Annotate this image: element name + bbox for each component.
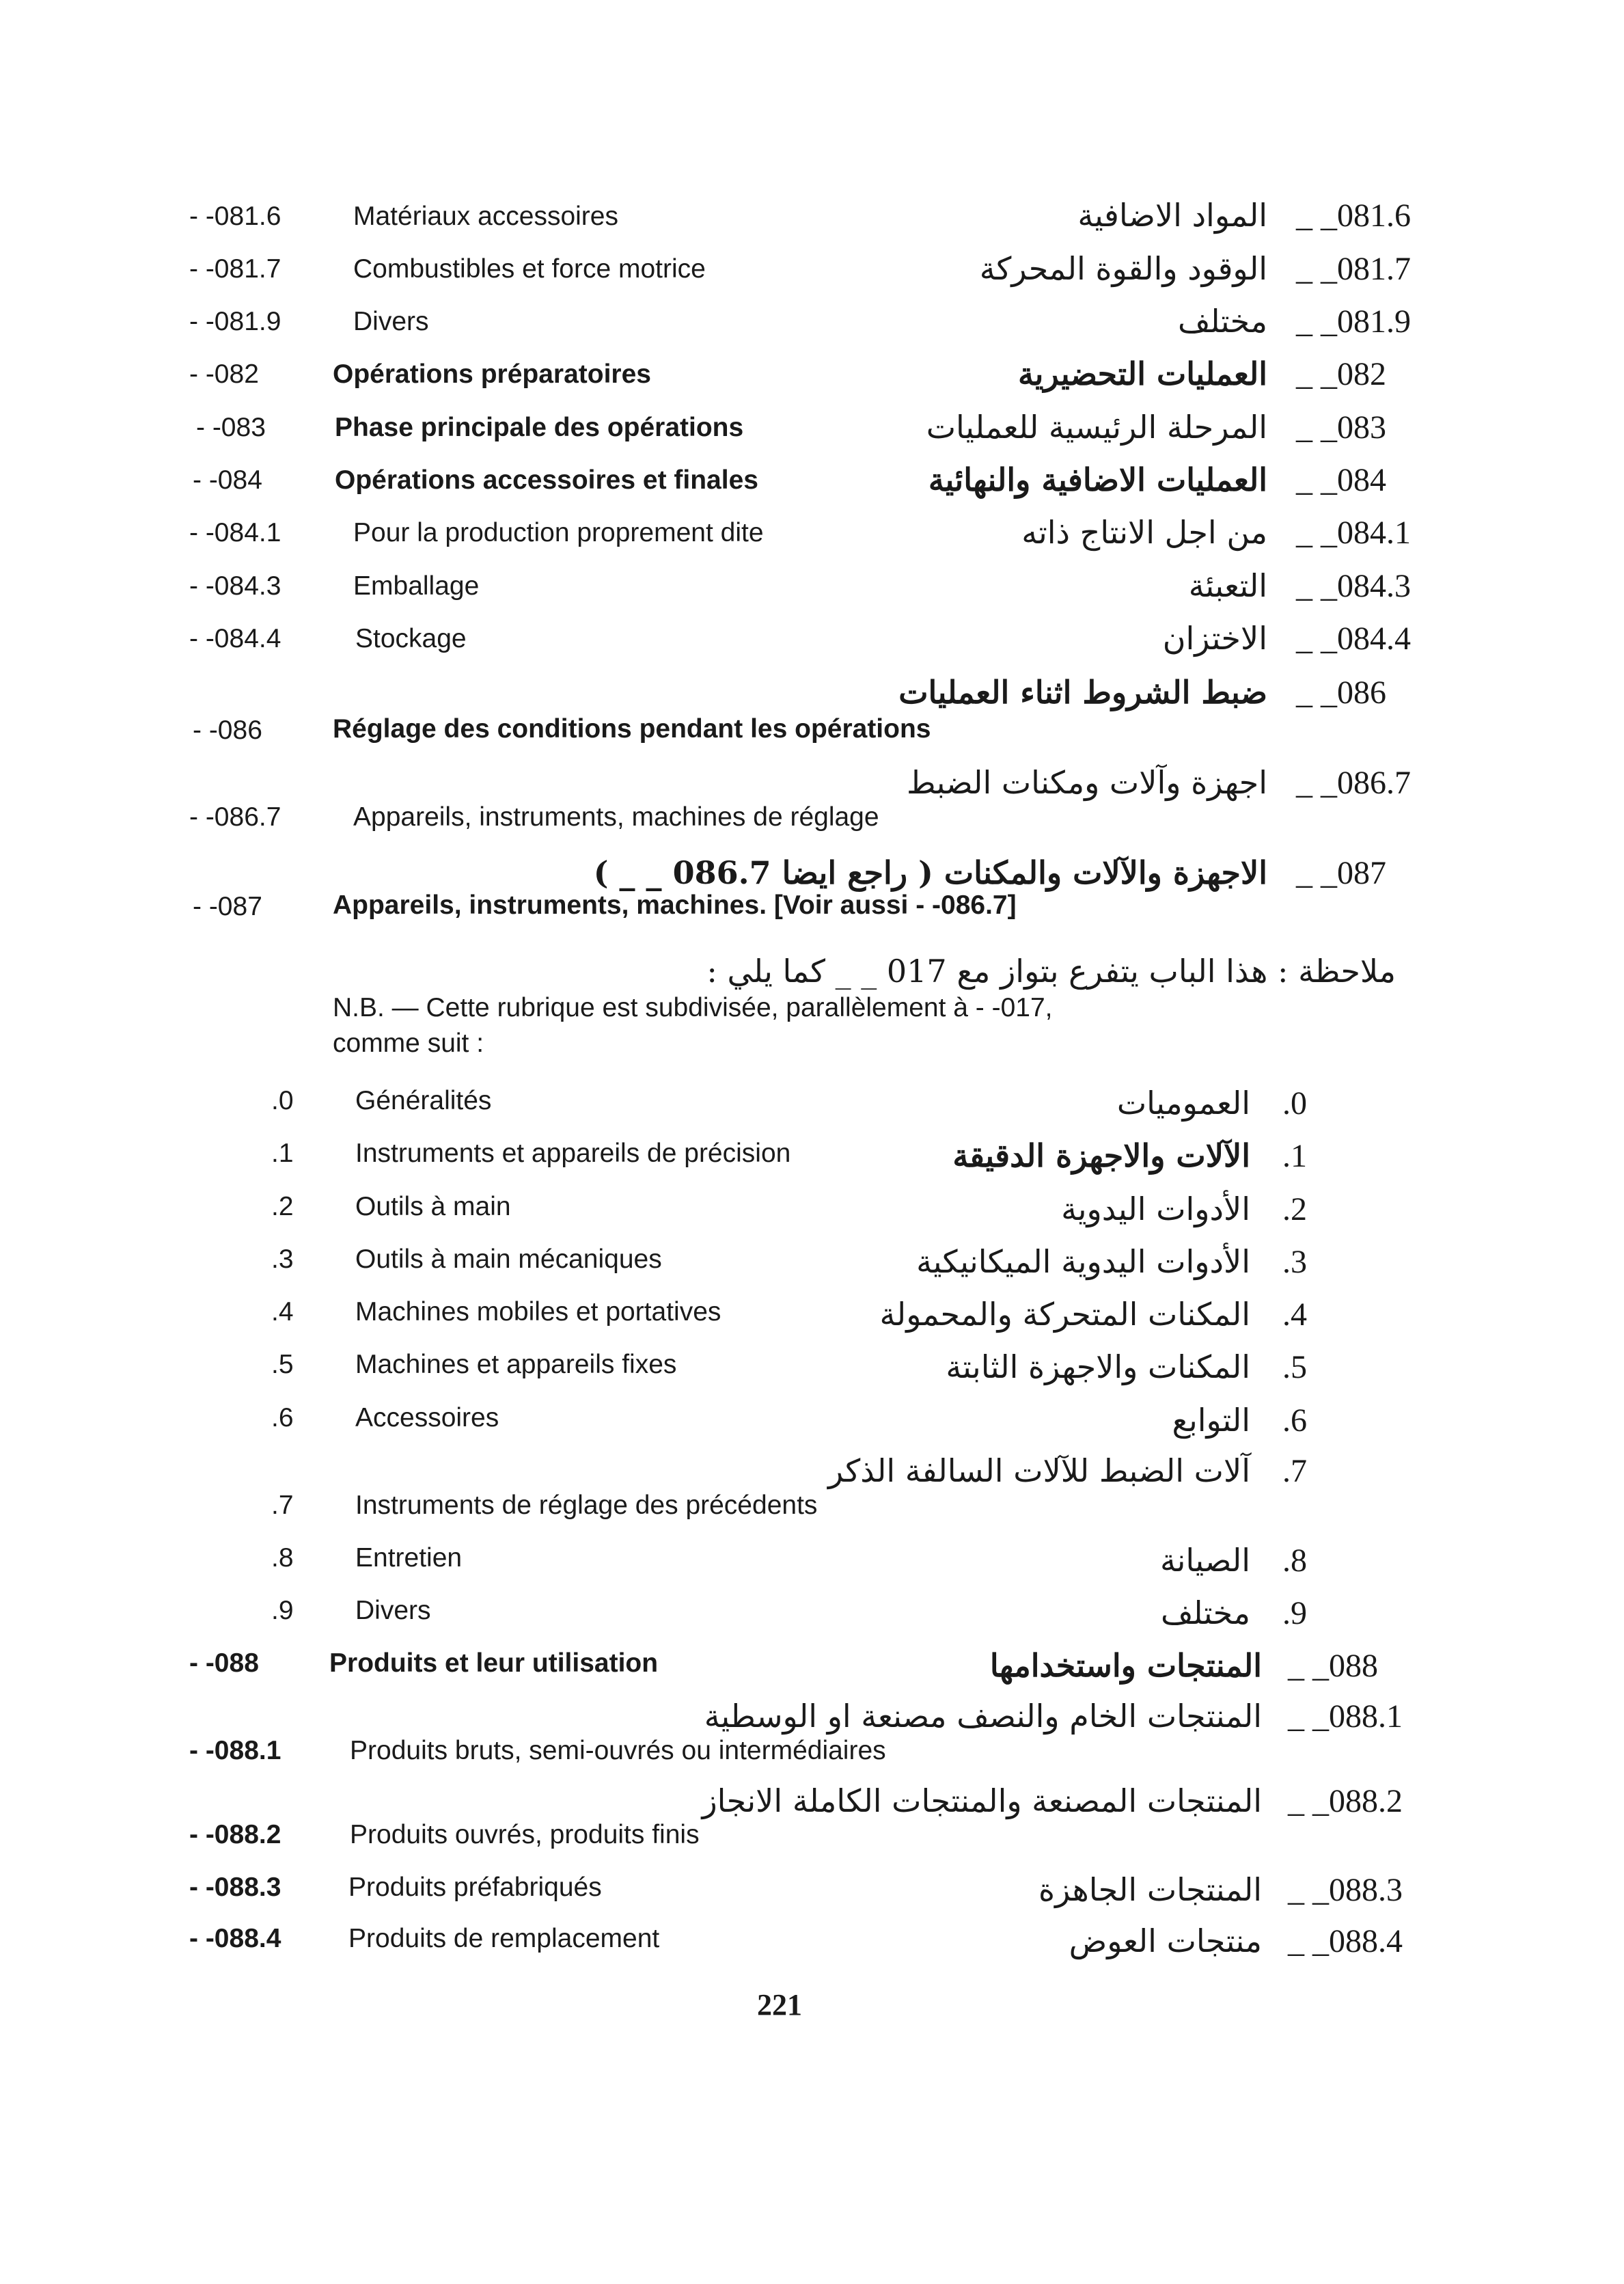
right-code: .6 xyxy=(1282,1402,1307,1439)
left-code: - -081.9 xyxy=(189,307,281,336)
french-label: Opérations préparatoires xyxy=(333,359,651,389)
arabic-label: اجهزة وآلات ومكنات الضبط xyxy=(907,764,1267,801)
arabic-label: آلات الضبط للآلات السالفة الذكر xyxy=(827,1452,1250,1489)
french-label: Pour la production proprement dite xyxy=(353,518,764,547)
french-label: Appareils, instruments, machines de réglage xyxy=(353,802,879,832)
left-code: - -088.1 xyxy=(189,1736,281,1765)
left-code: - -084.3 xyxy=(189,571,281,601)
right-code: .5 xyxy=(1282,1349,1307,1385)
arabic-label: الصيانة xyxy=(1159,1542,1250,1579)
arabic-label: مختلف xyxy=(1160,1594,1250,1631)
right-code: _ _082 xyxy=(1296,356,1386,392)
arabic-label: الاجهزة والآلات والمكنات ( راجع ايضا 086.7 _ _ ) xyxy=(593,854,1267,891)
right-code: _ _088.4 xyxy=(1288,1923,1403,1959)
left-code: - -088 xyxy=(189,1648,259,1678)
french-label: Réglage des conditions pendant les opérations xyxy=(333,714,931,744)
right-code: _ _081.7 xyxy=(1296,251,1411,287)
right-code: .9 xyxy=(1282,1595,1307,1631)
right-code: _ _084.4 xyxy=(1296,621,1411,657)
arabic-label: ضبط الشروط اثناء العمليات xyxy=(898,674,1267,711)
french-note-line1: N.B. — Cette rubrique est subdivisée, parallèlement à - -017, xyxy=(333,993,1053,1022)
left-code: .2 xyxy=(271,1192,294,1221)
right-code: _ _086.7 xyxy=(1296,765,1411,801)
arabic-label: منتجات العوض xyxy=(1069,1922,1262,1959)
left-code: .4 xyxy=(271,1297,294,1327)
left-code: .6 xyxy=(271,1403,294,1432)
left-code: - -084.1 xyxy=(189,518,281,547)
french-label: Machines et appareils fixes xyxy=(355,1350,677,1379)
arabic-label: الاختزان xyxy=(1162,620,1267,657)
arabic-label: الآلات والاجهزة الدقيقة xyxy=(952,1137,1250,1174)
arabic-label: المنتجات واستخدامها xyxy=(989,1647,1262,1684)
right-code: _ _084.1 xyxy=(1296,515,1411,551)
french-label: Instruments de réglage des précédents xyxy=(355,1491,818,1520)
left-code: .1 xyxy=(271,1139,294,1168)
page-number: 221 xyxy=(757,1988,802,2022)
french-label: Généralités xyxy=(355,1086,492,1115)
french-label: Divers xyxy=(355,1596,431,1625)
left-code: .9 xyxy=(271,1596,294,1625)
french-label: Produits ouvrés, produits finis xyxy=(350,1820,700,1849)
french-label: Emballage xyxy=(353,571,480,601)
french-label: Accessoires xyxy=(355,1403,499,1432)
french-label: Machines mobiles et portatives xyxy=(355,1297,721,1327)
left-code: - -088.4 xyxy=(189,1924,281,1953)
left-code: - -083 xyxy=(196,413,266,442)
arabic-label: من اجل الانتاج ذاته xyxy=(1021,514,1267,551)
french-label: Produits bruts, semi-ouvrés ou intermédiaires xyxy=(350,1736,886,1765)
french-label: Divers xyxy=(353,307,429,336)
french-label: Appareils, instruments, machines. [Voir aussi - -086.7] xyxy=(333,891,1017,920)
left-code: .3 xyxy=(271,1245,294,1274)
arabic-label: العمليات الاضافية والنهائية xyxy=(928,461,1267,498)
left-code: .5 xyxy=(271,1350,294,1379)
french-label: Matériaux accessoires xyxy=(353,202,618,231)
right-code: _ _088.3 xyxy=(1288,1872,1403,1908)
left-code: .7 xyxy=(271,1491,294,1520)
right-code: .2 xyxy=(1282,1191,1307,1227)
left-code: - -088.3 xyxy=(189,1873,281,1902)
french-note-line2: comme suit : xyxy=(333,1029,484,1058)
french-label: Produits préfabriqués xyxy=(348,1873,602,1902)
french-label: Produits de remplacement xyxy=(348,1924,660,1953)
arabic-label: المرحلة الرئيسية للعمليات xyxy=(926,409,1267,446)
left-code: .8 xyxy=(271,1543,294,1573)
french-label: Outils à main xyxy=(355,1192,511,1221)
arabic-note: ملاحظة : هذا الباب يتفرع بتواز مع 017 _ _ كما يلي : xyxy=(706,953,1396,990)
french-label: Opérations accessoires et finales xyxy=(335,465,758,495)
right-code: _ _088 xyxy=(1288,1648,1378,1684)
arabic-label: التعبئة xyxy=(1188,567,1267,604)
right-code: _ _084.3 xyxy=(1296,568,1411,604)
arabic-label: المنتجات المصنعة والمنتجات الكاملة الانجاز xyxy=(702,1782,1262,1819)
french-label: Entretien xyxy=(355,1543,463,1573)
left-code: .0 xyxy=(271,1086,294,1115)
arabic-label: الأدوات اليدوية الميكانيكية xyxy=(916,1243,1250,1280)
arabic-label: المواد الاضافية xyxy=(1077,197,1267,234)
right-code: .0 xyxy=(1282,1085,1307,1121)
right-code: _ _084 xyxy=(1296,462,1386,498)
left-code: - -087 xyxy=(193,892,262,921)
arabic-label: العموميات xyxy=(1116,1085,1250,1121)
french-label: Produits et leur utilisation xyxy=(329,1648,659,1678)
left-code: - -081.7 xyxy=(189,254,281,284)
arabic-label: المكنات والاجهزة الثابتة xyxy=(946,1348,1250,1385)
french-label: Instruments et appareils de précision xyxy=(355,1139,791,1168)
right-code: _ _081.9 xyxy=(1296,303,1411,340)
french-label: Combustibles et force motrice xyxy=(353,254,706,284)
right-code: .4 xyxy=(1282,1296,1307,1333)
arabic-label: مختلف xyxy=(1177,303,1267,340)
right-code: .8 xyxy=(1282,1542,1307,1579)
right-code: .1 xyxy=(1282,1138,1307,1174)
right-code: _ _081.6 xyxy=(1296,198,1411,234)
arabic-label: الأدوات اليدوية xyxy=(1061,1191,1250,1227)
arabic-label: المنتجات الخام والنصف مصنعة او الوسطية xyxy=(704,1698,1262,1735)
left-code: - -088.2 xyxy=(189,1820,281,1849)
left-code: - -084 xyxy=(193,465,262,495)
left-code: - -081.6 xyxy=(189,202,281,231)
arabic-label: الوقود والقوة المحركة xyxy=(979,250,1267,287)
right-code: _ _088.2 xyxy=(1288,1783,1403,1819)
arabic-label: التوابع xyxy=(1172,1402,1250,1439)
right-code: _ _087 xyxy=(1296,855,1386,891)
french-label: Outils à main mécaniques xyxy=(355,1245,662,1274)
right-code: .7 xyxy=(1282,1453,1307,1489)
french-label: Phase principale des opérations xyxy=(335,413,744,442)
french-label: Stockage xyxy=(355,624,467,653)
left-code: - -082 xyxy=(189,359,259,389)
left-code: - -084.4 xyxy=(189,624,281,653)
left-code: - -086.7 xyxy=(189,802,281,832)
right-code: _ _086 xyxy=(1296,675,1386,711)
right-code: _ _088.1 xyxy=(1288,1698,1403,1735)
left-code: - -086 xyxy=(193,716,262,745)
arabic-label: المنتجات الجاهزة xyxy=(1038,1871,1262,1908)
right-code: _ _083 xyxy=(1296,409,1386,446)
arabic-label: المكنات المتحركة والمحمولة xyxy=(879,1296,1250,1333)
right-code: .3 xyxy=(1282,1244,1307,1280)
arabic-label: العمليات التحضيرية xyxy=(1017,355,1267,392)
